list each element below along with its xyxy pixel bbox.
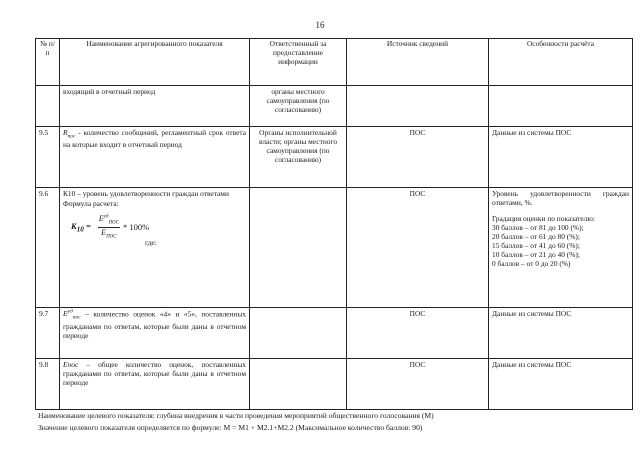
header-name: Наименование агрегированного показателя xyxy=(60,39,250,86)
table-row xyxy=(36,359,633,410)
formula-where: где: xyxy=(145,238,157,248)
cell-name xyxy=(60,359,250,410)
header-num: № п/п xyxy=(36,39,60,86)
cell-num: 9.8 xyxy=(36,359,60,410)
formula-label: Формула расчета: xyxy=(63,199,119,209)
gradation-item: 20 баллов – от 61 до 80 (%); xyxy=(492,232,580,242)
gradation-label: Градация оценки по показателю: xyxy=(492,214,595,224)
cell-num xyxy=(36,86,60,127)
symbol-r-pos: $R_{пос}$ xyxy=(63,128,76,140)
cell-responsible xyxy=(250,359,347,410)
cell-name xyxy=(60,308,250,359)
cell-responsible xyxy=(250,188,347,308)
cell-num: 9.5 xyxy=(36,127,60,188)
cell-name xyxy=(60,188,250,308)
cell-source: ПОС xyxy=(347,127,489,188)
header-responsible: Ответственный за предоставление информации xyxy=(250,39,347,86)
page-number: 16 xyxy=(315,20,325,30)
cell-responsible: органы местного самоуправления (по согласованию) xyxy=(250,86,347,127)
cell-source xyxy=(347,86,489,127)
header-features: Особенности расчёта xyxy=(489,39,633,86)
header-source: Источник сведений xyxy=(347,39,489,86)
cell-source: ПОС xyxy=(347,308,489,359)
gradation-item: 10 баллов – от 21 до 40 (%); xyxy=(492,250,580,260)
table-row xyxy=(36,86,633,127)
symbol-e-pos: Eпос xyxy=(63,360,79,369)
cell-name xyxy=(60,127,250,188)
name-text: - количество сообщений, регламентный срок ответа на которые входит в отчетный период xyxy=(63,128,246,150)
cell-features xyxy=(489,86,633,127)
cell-responsible xyxy=(250,308,347,359)
cell-source: ПОС xyxy=(347,359,489,410)
cell-name: входящий в отчетный период xyxy=(60,86,250,127)
name-text: – количество оценок «4» и «5», поставленных гражданами по ответам, которые были даны в отчетном периоде xyxy=(63,309,246,340)
gradation-item: 30 баллов – от 81 до 100 (%); xyxy=(492,223,584,233)
target-indicator-formula: Значение целевого показателя определяется по формуле: М = М1 + М2.1+М2.2 (Максимальное количество баллов: 90) xyxy=(38,423,423,432)
features-text: Уровень удовлетворенности граждан ответами, %. xyxy=(492,189,629,208)
symbol-e-ud-pos: $E^{уд}_{пос}$ xyxy=(63,309,81,321)
gradation-item: 15 баллов – от 41 до 60 (%); xyxy=(492,241,580,251)
cell-features: Данные из системы ПОС xyxy=(489,359,633,410)
table-row xyxy=(36,127,633,188)
cell-features: Данные из системы ПОС xyxy=(489,308,633,359)
cell-source: ПОС xyxy=(347,188,489,308)
target-indicator-name: Наименование целевого показателя: глубина внедрения в части проведения мероприятий общественного голосования (М) xyxy=(38,411,434,420)
table-row xyxy=(36,188,633,308)
formula-k10: $К_{10}$ = $\frac{E^{уд}_{ПОС}}{E_{ПОС}}$ * 100% xyxy=(71,214,150,240)
cell-features: Данные из системы ПОС xyxy=(489,127,633,188)
table-row xyxy=(36,308,633,359)
cell-responsible: Органы исполнительной власти; органы местного самоуправления (по согласованию) xyxy=(250,127,347,188)
cell-features xyxy=(489,188,633,308)
table-header-row xyxy=(36,39,633,86)
name-text: К10 – уровень удовлетворенности граждан ответами xyxy=(63,189,229,198)
indicators-table xyxy=(35,38,633,410)
cell-num: 9.7 xyxy=(36,308,60,359)
gradation-item: 0 баллов – от 0 до 20 (%) xyxy=(492,259,571,269)
name-text: – общее количество оценок, поставленных гражданами по ответам, которые были даны в отчетном периоде xyxy=(63,360,246,388)
cell-num: 9.6 xyxy=(36,188,60,308)
